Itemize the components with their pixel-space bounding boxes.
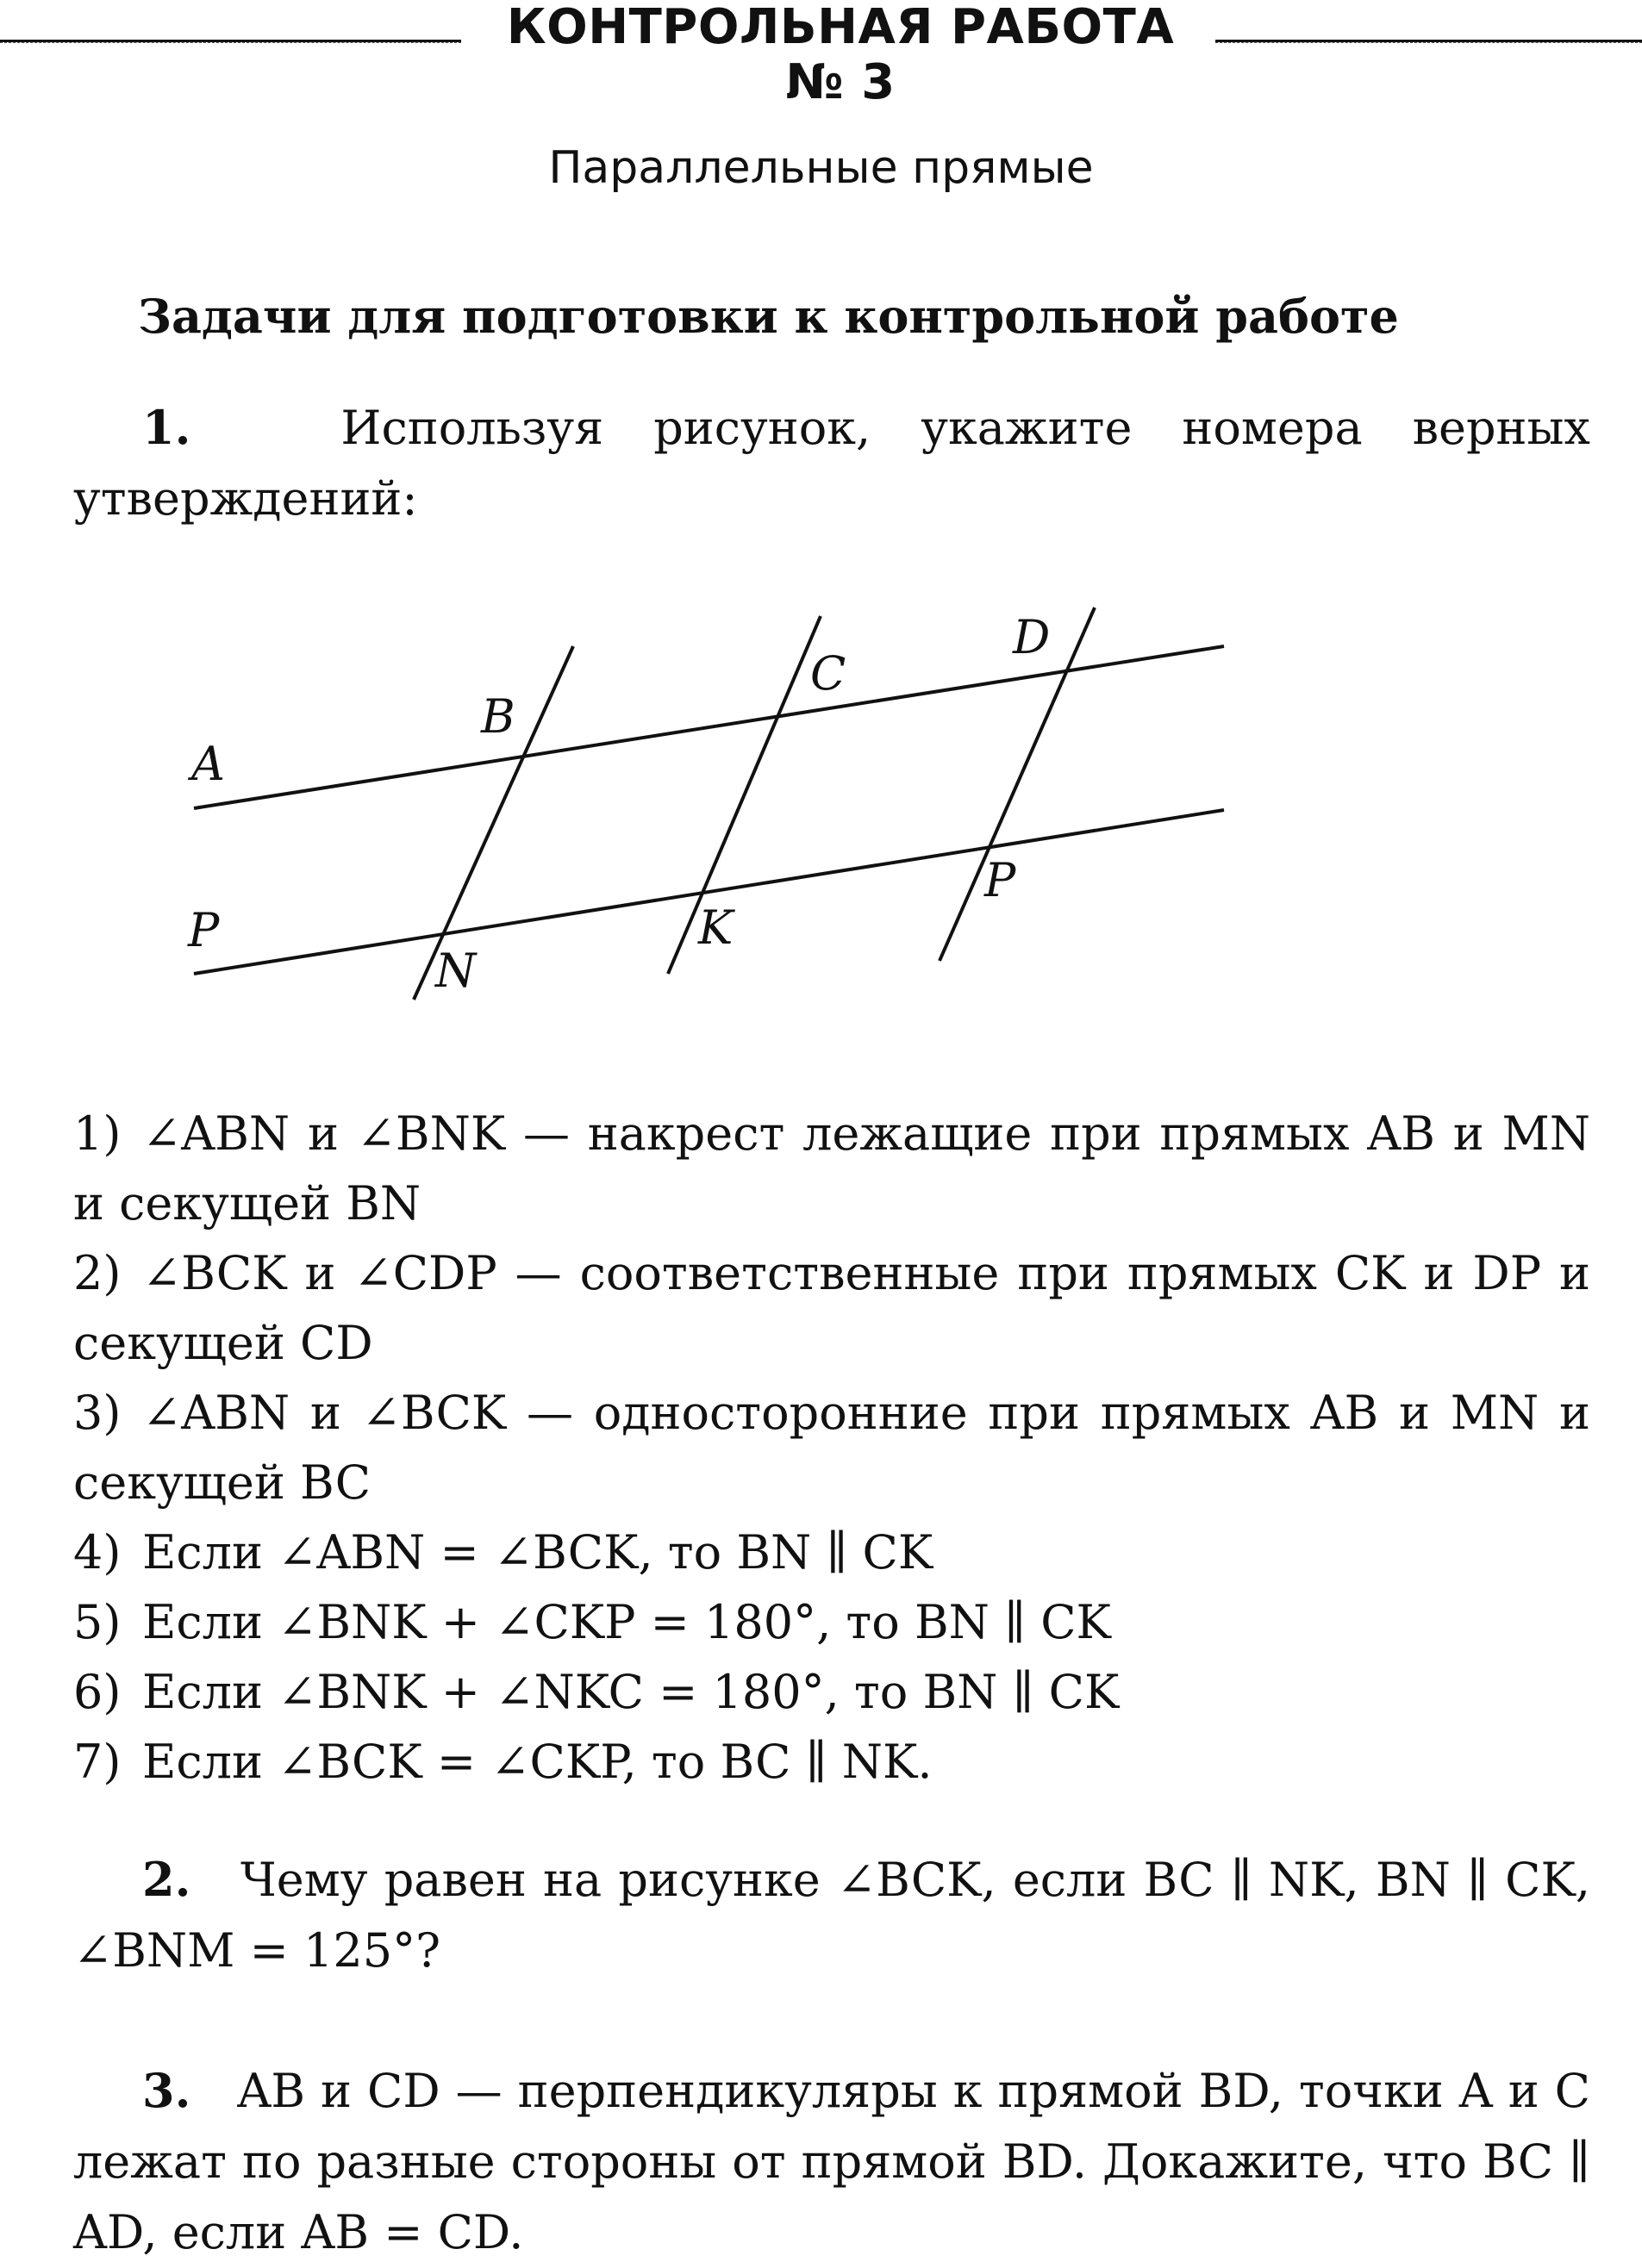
header-rule-right	[1215, 40, 1642, 43]
page-subtitle: Параллельные прямые	[548, 142, 1094, 194]
statement-5	[73, 1587, 1590, 1657]
statement-text: Если ∠BNK + ∠NKC = 180°, то BN ∥ CK	[142, 1665, 1120, 1719]
statement-1	[73, 1099, 1590, 1238]
page-title: КОНТРОЛЬНАЯ РАБОТА № 3	[506, 0, 1175, 110]
task-3-text: AB и CD — перпендикуляры к прямой BD, точки A и C лежат по разные стороны от прямой BD. Докажите, что BC ∥ AD, если AB = CD.	[73, 2064, 1590, 2259]
label-K: K	[698, 900, 734, 955]
label-P-right: P	[984, 853, 1016, 907]
statement-7	[73, 1727, 1590, 1797]
statement-number: 1)	[73, 1106, 122, 1161]
statement-text: Если ∠ABN = ∠BCK, то BN ∥ CK	[142, 1525, 933, 1580]
geometry-figure	[172, 595, 1258, 1025]
statement-text: ∠ABN и ∠BCK — односторонние при прямых AB и MN и секущей BC	[73, 1386, 1590, 1510]
task-3	[73, 2055, 1590, 2268]
statement-text: ∠BCK и ∠CDP — соответственные при прямых CK и DP и секущей CD	[73, 1246, 1590, 1370]
line-CK	[668, 616, 821, 974]
task-1-number: 1.	[142, 400, 191, 455]
statement-6	[73, 1657, 1590, 1727]
statement-number: 7)	[73, 1735, 122, 1789]
statement-number: 5)	[73, 1595, 122, 1649]
task-2	[73, 1844, 1590, 1986]
task-3-number: 3.	[142, 2063, 191, 2118]
statement-number: 6)	[73, 1665, 122, 1719]
line-AD	[194, 646, 1224, 808]
statements-list	[73, 1099, 1590, 1797]
figure-svg	[172, 595, 1258, 1025]
task-2-text: Чему равен на рисунке ∠BCK, если BC ∥ NK, BN ∥ CK, ∠BNM = 125°?	[73, 1853, 1591, 1978]
task-2-number: 2.	[142, 1852, 191, 1907]
statement-3	[73, 1378, 1590, 1517]
statement-number: 4)	[73, 1525, 122, 1580]
statement-text: Если ∠BCK = ∠CKP, то BC ∥ NK.	[142, 1735, 933, 1789]
task-1	[73, 392, 1590, 534]
statement-text: Если ∠BNK + ∠CKP = 180°, то BN ∥ CK	[142, 1595, 1111, 1649]
label-A: A	[191, 737, 225, 791]
label-N: N	[435, 944, 477, 998]
statement-number: 2)	[73, 1246, 122, 1300]
statement-4	[73, 1517, 1590, 1587]
section-title: Задачи для подготовки к контрольной работе	[138, 289, 1399, 344]
label-P-left: P	[188, 903, 220, 957]
label-B: B	[481, 689, 515, 744]
statement-2	[73, 1238, 1590, 1378]
statement-number: 3)	[73, 1386, 122, 1440]
page-header	[0, 0, 1642, 110]
header-rule-left	[0, 40, 461, 43]
label-C: C	[810, 646, 846, 701]
task-1-text: Используя рисунок, укажите номера верных утверждений:	[73, 401, 1590, 526]
label-D: D	[1013, 610, 1051, 664]
statement-text: ∠ABN и ∠BNK — накрест лежащие при прямых AB и MN и секущей BN	[73, 1106, 1590, 1231]
